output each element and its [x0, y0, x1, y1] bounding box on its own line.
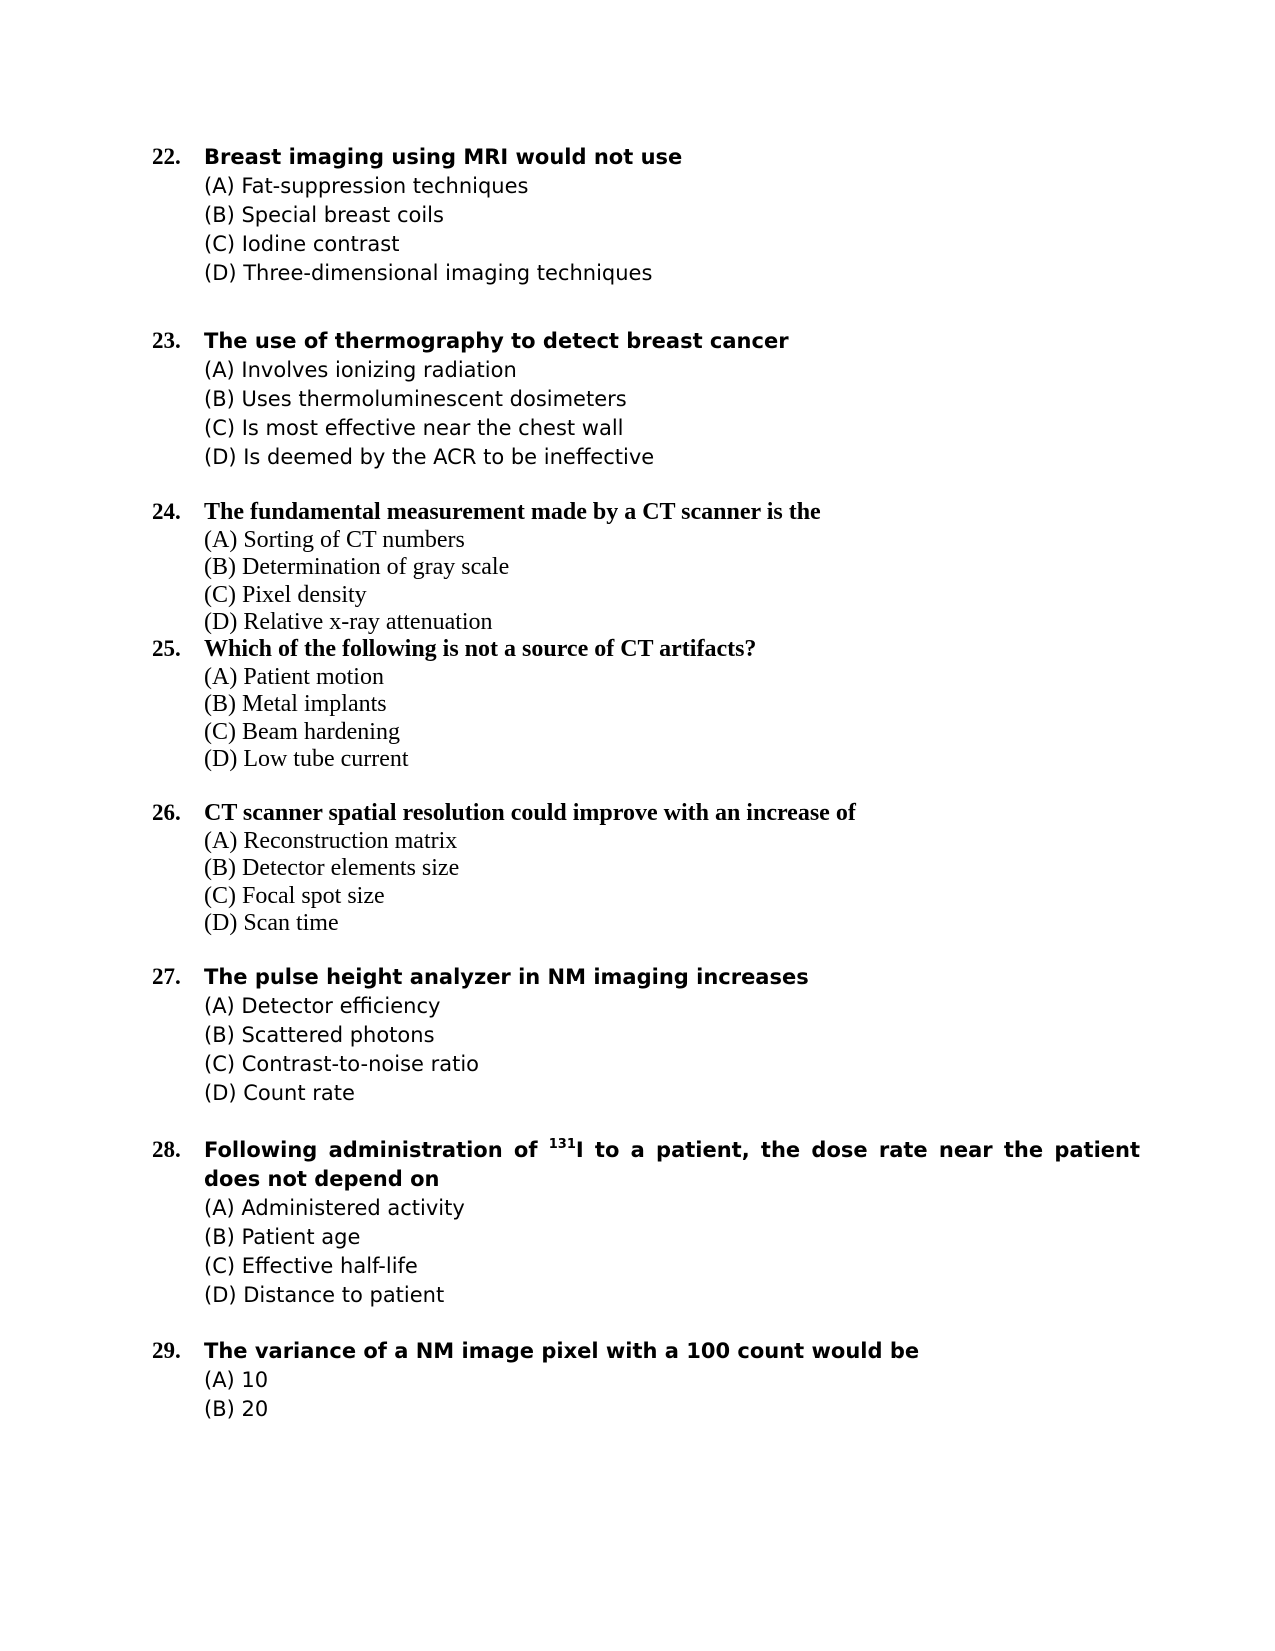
options-list [204, 356, 1140, 472]
question-text: The fundamental measurement made by a CT scanner is the [204, 499, 821, 525]
option-c: (C) Iodine contrast [204, 232, 400, 256]
option-a: (A) Detector efficiency [204, 994, 441, 1018]
question-text: The variance of a NM image pixel with a 100 count would be [204, 1339, 920, 1363]
question-text [204, 1136, 1140, 1194]
question-28 [152, 1136, 1140, 1310]
option-d: (D) Scan time [204, 910, 339, 936]
option-c: (C) Is most effective near the chest wall [204, 416, 624, 440]
question-24 [152, 499, 1140, 637]
question-27 [152, 963, 1140, 1108]
question-text-before: Following administration of [204, 1138, 549, 1162]
options-list [204, 828, 1140, 938]
option-d: (D) Relative x-ray attenuation [204, 609, 493, 635]
option-b: (B) Patient age [204, 1225, 361, 1249]
options-list [204, 1194, 1140, 1310]
option-a: (A) Administered activity [204, 1196, 465, 1220]
isotope-mass-number: 131 [548, 1137, 576, 1152]
option-a: (A) Reconstruction matrix [204, 827, 458, 854]
question-23 [152, 327, 1140, 472]
options-list [204, 1366, 1140, 1424]
option-d: (D) Three-dimensional imaging techniques [204, 261, 653, 285]
question-text: The pulse height analyzer in NM imaging increases [204, 965, 809, 989]
question-number: 22. [152, 144, 181, 169]
options-list [204, 172, 1140, 288]
question-text-after: I to a patient, the dose rate near the patient does not depend on [204, 1138, 1141, 1191]
option-d: (D) Count rate [204, 1081, 355, 1105]
option-a: (A) Involves ionizing radiation [204, 358, 517, 382]
question-text: Which of the following is not a source of CT artifacts? [204, 636, 757, 662]
options-list [204, 664, 1140, 774]
options-list [204, 527, 1140, 637]
option-b: (B) 20 [204, 1397, 269, 1421]
question-number: 28. [152, 1137, 181, 1162]
option-b: (B) Special breast coils [204, 203, 444, 227]
option-d: (D) Is deemed by the ACR to be ineffective [204, 445, 655, 469]
option-a: (A) Sorting of CT numbers [204, 526, 465, 553]
option-c: (C) Effective half-life [204, 1254, 418, 1278]
question-number: 23. [152, 328, 181, 353]
option-b: (B) Determination of gray scale [204, 554, 510, 580]
question-text: CT scanner spatial resolution could improve with an increase of [204, 800, 856, 826]
option-a: (A) 10 [204, 1368, 269, 1392]
option-a: (A) Fat-suppression techniques [204, 174, 529, 198]
question-29 [152, 1337, 1140, 1424]
question-number: 24. [152, 499, 181, 524]
option-c: (C) Pixel density [204, 581, 367, 608]
question-26 [152, 800, 1140, 938]
option-b: (B) Scattered photons [204, 1023, 435, 1047]
option-c: (C) Beam hardening [204, 718, 400, 745]
option-c: (C) Contrast-to-noise ratio [204, 1052, 480, 1076]
options-list [204, 992, 1140, 1108]
question-number: 29. [152, 1338, 181, 1363]
question-number: 27. [152, 964, 181, 989]
option-b: (B) Metal implants [204, 691, 387, 717]
option-d: (D) Low tube current [204, 746, 409, 772]
question-number: 25. [152, 636, 181, 661]
question-number: 26. [152, 800, 181, 825]
question-text: The use of thermography to detect breast cancer [204, 329, 789, 353]
question-25 [152, 636, 1140, 774]
option-b: (B) Uses thermoluminescent dosimeters [204, 387, 627, 411]
option-c: (C) Focal spot size [204, 882, 385, 909]
question-text: Breast imaging using MRI would not use [204, 145, 683, 169]
option-a: (A) Patient motion [204, 663, 384, 690]
question-22 [152, 143, 1140, 288]
option-d: (D) Distance to patient [204, 1283, 445, 1307]
option-b: (B) Detector elements size [204, 855, 460, 881]
